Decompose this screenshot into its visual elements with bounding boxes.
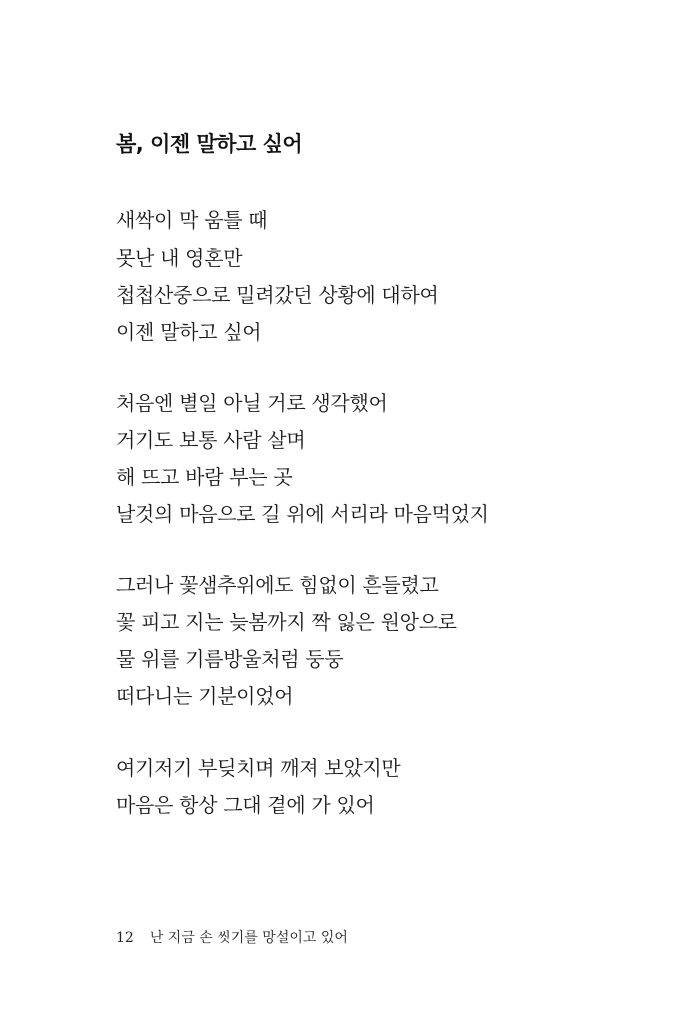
poem-line: 해 뜨고 바람 부는 곳 [116,465,293,489]
poem-title: 봄, 이젠 말하고 싶어 [116,132,303,156]
page-footer [116,929,348,947]
poem-line: 거기도 보통 사람 살며 [116,428,306,452]
poem-line: 꽃 피고 지는 늦봄까지 짝 잃은 원앙으로 [116,610,457,634]
poem-line: 마음은 항상 그대 곁에 가 있어 [116,793,375,817]
page-number: 12 [116,930,134,946]
poem-line: 첩첩산중으로 밀려갔던 상황에 대하여 [116,283,439,307]
poem-line: 못난 내 영혼만 [116,246,243,270]
poem-line: 떠다니는 기분이었어 [116,684,294,708]
poem-line: 물 위를 기름방울처럼 둥둥 [116,647,344,671]
poem-line: 새싹이 막 움틀 때 [116,208,268,232]
poem-line: 여기저기 부딪치며 깨져 보았지만 [116,756,401,780]
poem-line: 그러나 꽃샘추위에도 힘없이 흔들렸고 [116,573,439,597]
poem-line: 날것의 마음으로 길 위에 서리라 마음먹었지 [116,502,489,526]
poem-line: 처음엔 별일 아닐 거로 생각했어 [116,391,388,415]
poem-line: 이젠 말하고 싶어 [116,320,262,344]
running-title: 난 지금 손 씻기를 망설이고 있어 [149,930,348,946]
